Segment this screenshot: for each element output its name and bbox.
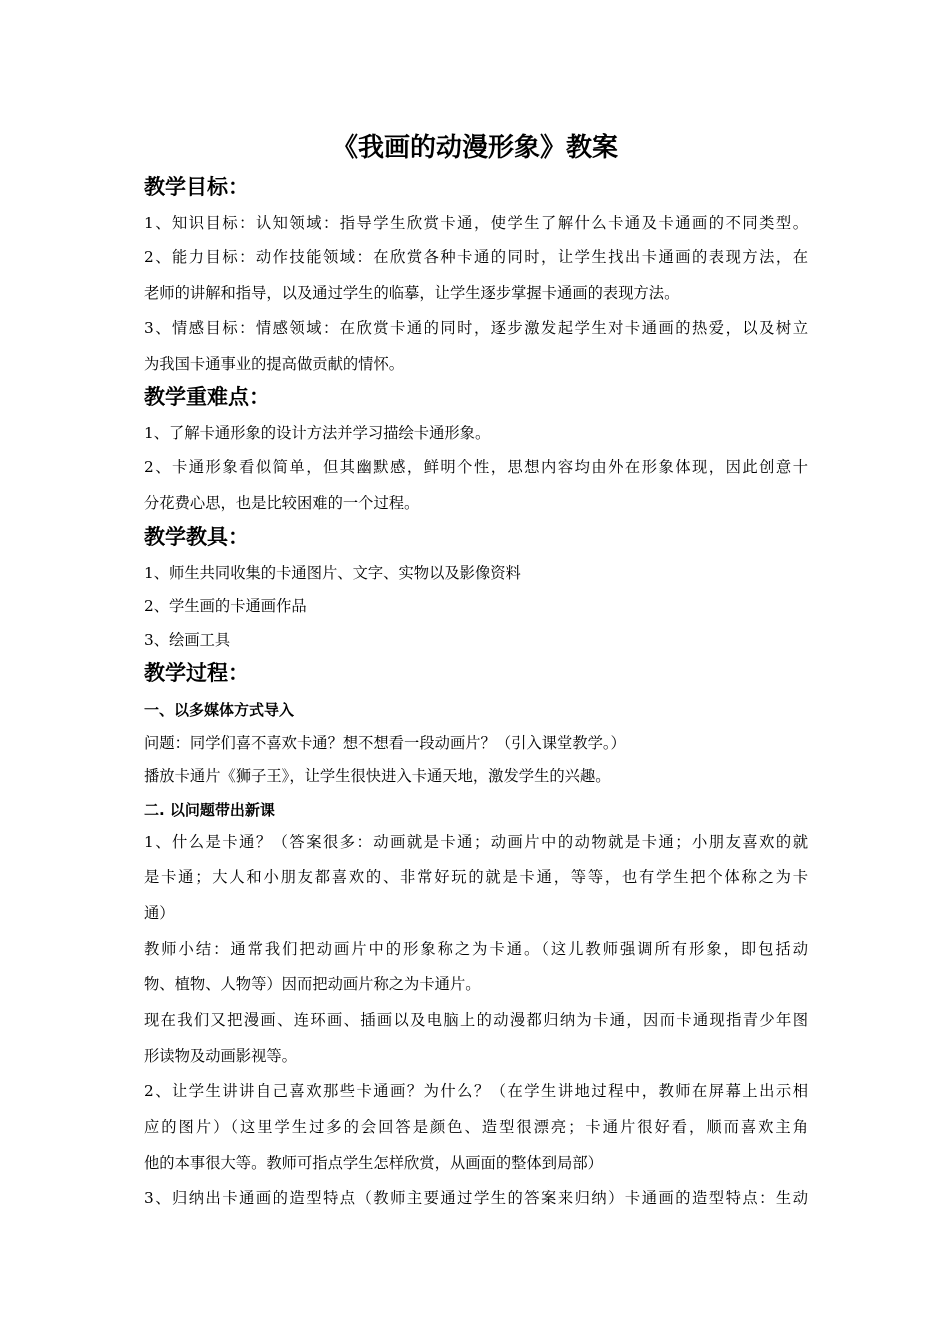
step1-line-2: 播放卡通片《狮子王》，让学生很快进入卡通天地，激发学生的兴趣。 (144, 767, 611, 785)
step2-line-7: 形读物及动画影视等。 (144, 1047, 297, 1065)
objectives-line-1: 1、知识目标：认知领域：指导学生欣赏卡通，使学生了解什么卡通及卡通画的不同类型。 (144, 214, 808, 232)
objectives-line-2: 2、能力目标：动作技能领域：在欣赏各种卡通的同时，让学生找出卡通画的表现方法，在 (144, 248, 808, 266)
heading-objectives: 教学目标： (144, 174, 249, 199)
document-title: 《我画的动漫形象》教案 (331, 133, 618, 163)
objectives-line-3: 老师的讲解和指导，以及通过学生的临摹，让学生逐步掌握卡通画的表现方法。 (144, 284, 680, 302)
tools-line-2: 2、学生画的卡通画作品 (144, 597, 307, 615)
step2-line-11: 3、归纳出卡通画的造型特点（教师主要通过学生的答案来归纳）卡通画的造型特点：生动 (144, 1189, 808, 1207)
step2-line-9: 应的图片）（这里学生过多的会回答是颜色、造型很漂亮；卡通片很好看，顺而喜欢主角 (144, 1118, 808, 1136)
heading-tools: 教学教具： (144, 524, 249, 549)
step2-line-4: 教师小结：通常我们把动画片中的形象称之为卡通。（这儿教师强调所有形象，即包括动 (144, 940, 808, 958)
key-points-line-3: 分花费心思，也是比较困难的一个过程。 (144, 494, 420, 512)
tools-line-1: 1、师生共同收集的卡通图片、文字、实物以及影像资料 (144, 564, 521, 582)
heading-process: 教学过程： (144, 660, 249, 685)
heading-key-points: 教学重难点： (144, 384, 270, 409)
objectives-line-5: 为我国卡通事业的提高做贡献的情怀。 (144, 355, 405, 373)
key-points-line-1: 1、了解卡通形象的设计方法并学习描绘卡通形象。 (144, 424, 491, 442)
process-step1-heading: 一、以多媒体方式导入 (144, 701, 295, 719)
step2-line-5: 物、植物、人物等）因而把动画片称之为卡通片。 (144, 975, 481, 993)
step2-line-2: 是卡通；大人和小朋友都喜欢的、非常好玩的就是卡通，等等，也有学生把个体称之为卡 (144, 868, 808, 886)
step2-line-3: 通） (144, 904, 175, 922)
step2-line-10: 他的本事很大等。教师可指点学生怎样欣赏，从画面的整体到局部） (144, 1154, 603, 1172)
step2-line-6: 现在我们又把漫画、连环画、插画以及电脑上的动漫都归纳为卡通，因而卡通现指青少年图 (144, 1011, 808, 1029)
step2-line-8: 2、让学生讲讲自己喜欢那些卡通画？为什么？（在学生讲地过程中，教师在屏幕上出示相 (144, 1082, 808, 1100)
step2-line-1: 1、什么是卡通？（答案很多：动画就是卡通；动画片中的动物就是卡通；小朋友喜欢的就 (144, 833, 808, 851)
objectives-line-4: 3、情感目标：情感领域：在欣赏卡通的同时，逐步激发起学生对卡通画的热爱，以及树立 (144, 319, 808, 337)
key-points-line-2: 2、卡通形象看似简单，但其幽默感，鲜明个性，思想内容均由外在形象体现，因此创意十 (144, 458, 808, 476)
tools-line-3: 3、绘画工具 (144, 631, 231, 649)
step1-line-1: 问题：同学们喜不喜欢卡通？想不想看一段动画片？（引入课堂教学。） (144, 734, 626, 752)
process-step2-heading: 二. 以问题带出新课 (144, 801, 275, 819)
